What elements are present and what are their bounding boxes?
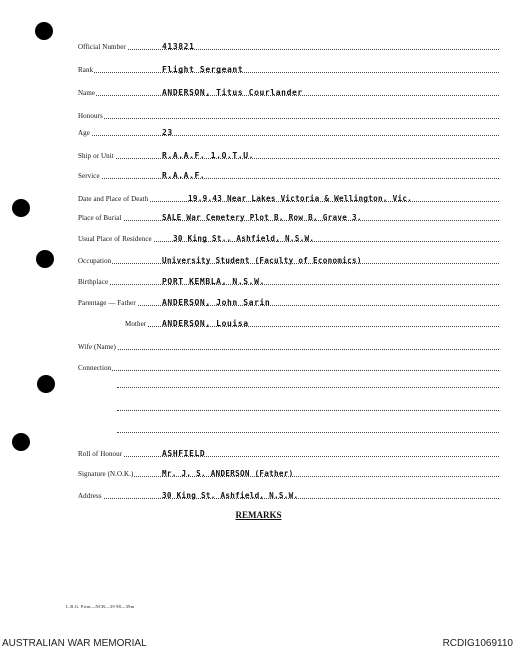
burial-label: Place of Burial [78, 214, 122, 222]
mother-label: Mother [125, 320, 147, 328]
death-row [78, 190, 499, 204]
residence-row [78, 230, 499, 244]
signature-label: Signature (N.O.K.) [78, 470, 134, 478]
father-row [78, 294, 499, 308]
roll-of-honour-row [78, 445, 499, 459]
residence-value: 30 King St., Ashfield, N.S.W. [173, 234, 315, 243]
occupation-value: University Student (Faculty of Economics) [162, 256, 362, 265]
father-label: Parentage — Father [78, 299, 136, 307]
dotted-line [78, 370, 499, 371]
occupation-row [78, 252, 499, 266]
archive-footer [0, 630, 517, 653]
birthplace-value: PORT KEMBLA, N.S.W. [162, 277, 265, 286]
name-row [78, 84, 499, 98]
punch-hole [36, 250, 54, 268]
dotted-line [78, 158, 499, 159]
remarks-heading: REMARKS [235, 510, 282, 520]
dotted-line [78, 349, 499, 350]
rank-label: Rank [78, 66, 94, 74]
signature-value: Mr. J. S. ANDERSON (Father) [162, 469, 294, 478]
address-value: 30 King St. Ashfield, N.S.W. [162, 491, 299, 500]
birthplace-row [78, 273, 499, 287]
punch-hole [35, 22, 53, 40]
connection-line-2 [117, 386, 499, 388]
punch-hole [12, 433, 30, 451]
birthplace-label: Birthplace [78, 278, 109, 286]
burial-row [78, 209, 499, 223]
address-row [78, 487, 499, 501]
name-label: Name [78, 89, 96, 97]
mother-value: ANDERSON, Louisa [162, 319, 249, 328]
dotted-line [78, 118, 499, 119]
ship-unit-row [78, 147, 499, 161]
punch-hole [37, 375, 55, 393]
service-label: Service [78, 172, 100, 180]
rank-value: Flight Sergeant [162, 65, 244, 74]
ship-unit-value: R.A.A.F. 1.O.T.U. [162, 151, 255, 160]
dotted-line [78, 456, 499, 457]
honours-row [78, 107, 499, 121]
death-value: 19.9.43 Near Lakes Victoria & Wellington, Vic. [188, 194, 413, 203]
connection-row [78, 359, 499, 373]
service-row [78, 167, 499, 181]
residence-label: Usual Place of Residence [78, 235, 152, 243]
source-label: AUSTRALIAN WAR MEMORIAL [2, 638, 147, 649]
age-value: 23 [162, 128, 173, 137]
punch-hole [12, 199, 30, 217]
burial-value: SALE War Cemetery Plot B, Row B, Grave 3. [162, 213, 362, 222]
official-number-label: Official Number [78, 43, 126, 51]
dotted-line [78, 49, 499, 50]
mother-row [125, 315, 499, 329]
official-number-row [78, 38, 499, 52]
father-value: ANDERSON, John Sarin [162, 298, 271, 307]
dotted-line [78, 305, 499, 306]
name-value: ANDERSON, Titus Courlander [162, 88, 303, 97]
wife-label: Wife (Name) [78, 343, 116, 351]
connection-label: Connection [78, 364, 112, 372]
connection-line-4 [117, 431, 499, 433]
connection-line-3 [117, 409, 499, 411]
wife-row [78, 338, 499, 352]
official-number-value: 413821 [162, 42, 195, 51]
dotted-line [78, 72, 499, 73]
dotted-line [78, 284, 499, 285]
dotted-line [78, 178, 499, 179]
reference-id: RCDIG1069110 [442, 638, 513, 649]
top-edge [0, 0, 517, 4]
dotted-line [78, 135, 499, 136]
rank-row [78, 61, 499, 75]
roll-of-honour-value: ASHFIELD [162, 449, 206, 458]
address-label: Address [78, 492, 102, 500]
signature-row [78, 465, 499, 479]
death-label: Date and Place of Death [78, 195, 149, 203]
age-label: Age [78, 129, 90, 137]
form-print-code: L.B.G. Print—NCB—39 98—39m [66, 604, 135, 609]
occupation-label: Occupation [78, 257, 112, 265]
roll-of-honour-label: Roll of Honour [78, 450, 123, 458]
service-value: R.A.A.F. [162, 171, 206, 180]
honours-label: Honours [78, 112, 103, 120]
ship-unit-label: Ship or Unit [78, 152, 114, 160]
age-row [78, 124, 499, 138]
